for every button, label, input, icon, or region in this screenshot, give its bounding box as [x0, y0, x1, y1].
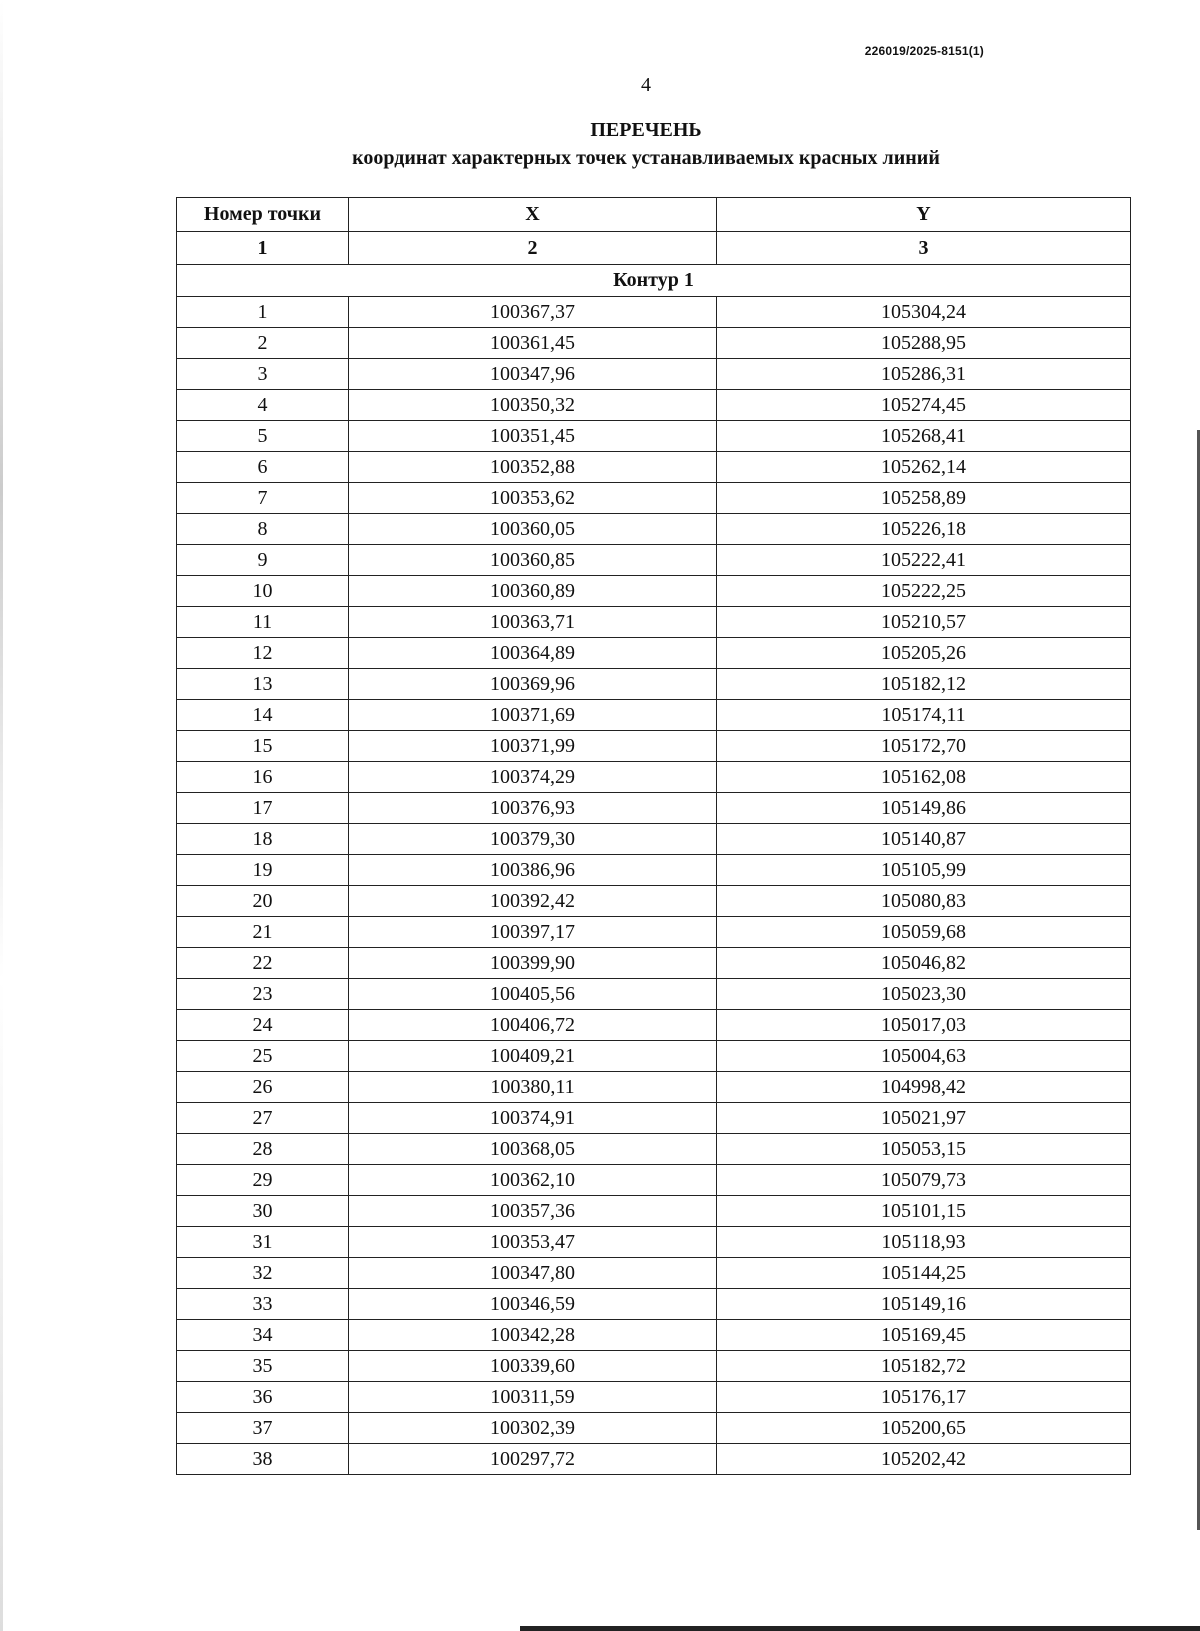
- table-row: [177, 886, 1131, 917]
- point-number-cell: 10: [177, 576, 349, 607]
- y-coordinate-cell: 105200,65: [717, 1413, 1131, 1444]
- x-coordinate-cell: 100386,96: [349, 855, 717, 886]
- y-coordinate-cell: 105105,99: [717, 855, 1131, 886]
- x-coordinate-cell: 100364,89: [349, 638, 717, 669]
- coordinates-table: [176, 197, 1131, 1475]
- x-coordinate-cell: 100363,71: [349, 607, 717, 638]
- x-coordinate-cell: 100369,96: [349, 669, 717, 700]
- contour-row: [177, 265, 1131, 297]
- point-number-cell: 9: [177, 545, 349, 576]
- table-row: [177, 1258, 1131, 1289]
- point-number-cell: 7: [177, 483, 349, 514]
- x-coordinate-cell: 100399,90: [349, 948, 717, 979]
- x-coordinate-cell: 100380,11: [349, 1072, 717, 1103]
- point-number-cell: 26: [177, 1072, 349, 1103]
- column-header-point: Номер точки: [177, 198, 349, 232]
- x-coordinate-cell: 100342,28: [349, 1320, 717, 1351]
- y-coordinate-cell: 105210,57: [717, 607, 1131, 638]
- point-number-cell: 29: [177, 1165, 349, 1196]
- contour-label: Контур 1: [177, 265, 1131, 297]
- point-number-cell: 25: [177, 1041, 349, 1072]
- point-number-cell: 22: [177, 948, 349, 979]
- y-coordinate-cell: 105059,68: [717, 917, 1131, 948]
- point-number-cell: 30: [177, 1196, 349, 1227]
- y-coordinate-cell: 105140,87: [717, 824, 1131, 855]
- point-number-cell: 5: [177, 421, 349, 452]
- y-coordinate-cell: 105144,25: [717, 1258, 1131, 1289]
- column-number: 2: [349, 232, 717, 265]
- x-coordinate-cell: 100409,21: [349, 1041, 717, 1072]
- x-coordinate-cell: 100353,62: [349, 483, 717, 514]
- y-coordinate-cell: 105017,03: [717, 1010, 1131, 1041]
- point-number-cell: 6: [177, 452, 349, 483]
- table-row: [177, 700, 1131, 731]
- document-subtitle: координат характерных точек устанавливаемых красных линий: [352, 147, 940, 169]
- x-coordinate-cell: 100397,17: [349, 917, 717, 948]
- x-coordinate-cell: 100374,91: [349, 1103, 717, 1134]
- table-row: [177, 421, 1131, 452]
- table-row: [177, 576, 1131, 607]
- y-coordinate-cell: 105222,41: [717, 545, 1131, 576]
- table-row: [177, 917, 1131, 948]
- table-row: [177, 979, 1131, 1010]
- y-coordinate-cell: 105053,15: [717, 1134, 1131, 1165]
- y-coordinate-cell: 105169,45: [717, 1320, 1131, 1351]
- x-coordinate-cell: 100347,96: [349, 359, 717, 390]
- document-number: 226019/2025-8151(1): [864, 44, 984, 58]
- y-coordinate-cell: 105258,89: [717, 483, 1131, 514]
- point-number-cell: 17: [177, 793, 349, 824]
- table-row: [177, 483, 1131, 514]
- x-coordinate-cell: 100406,72: [349, 1010, 717, 1041]
- point-number-cell: 31: [177, 1227, 349, 1258]
- table-row: [177, 607, 1131, 638]
- point-number-cell: 35: [177, 1351, 349, 1382]
- point-number-cell: 11: [177, 607, 349, 638]
- table-row: [177, 669, 1131, 700]
- x-coordinate-cell: 100339,60: [349, 1351, 717, 1382]
- point-number-cell: 32: [177, 1258, 349, 1289]
- y-coordinate-cell: 105182,72: [717, 1351, 1131, 1382]
- table-row: [177, 1072, 1131, 1103]
- y-coordinate-cell: 105268,41: [717, 421, 1131, 452]
- table-row: [177, 1289, 1131, 1320]
- document-title: ПЕРЕЧЕНЬ: [590, 119, 702, 141]
- x-coordinate-cell: 100367,37: [349, 297, 717, 328]
- x-coordinate-cell: 100350,32: [349, 390, 717, 421]
- y-coordinate-cell: 105262,14: [717, 452, 1131, 483]
- table-row: [177, 1227, 1131, 1258]
- table-row: [177, 1165, 1131, 1196]
- y-coordinate-cell: 105149,16: [717, 1289, 1131, 1320]
- table-row: [177, 855, 1131, 886]
- y-coordinate-cell: 105021,97: [717, 1103, 1131, 1134]
- point-number-cell: 14: [177, 700, 349, 731]
- table-row: [177, 390, 1131, 421]
- x-coordinate-cell: 100376,93: [349, 793, 717, 824]
- x-coordinate-cell: 100405,56: [349, 979, 717, 1010]
- point-number-cell: 28: [177, 1134, 349, 1165]
- x-coordinate-cell: 100357,36: [349, 1196, 717, 1227]
- table-row: [177, 793, 1131, 824]
- point-number-cell: 37: [177, 1413, 349, 1444]
- table-row: [177, 1382, 1131, 1413]
- point-number-cell: 19: [177, 855, 349, 886]
- point-number-cell: 4: [177, 390, 349, 421]
- x-coordinate-cell: 100392,42: [349, 886, 717, 917]
- table-header-row: [177, 198, 1131, 232]
- column-header-y: Y: [717, 198, 1131, 232]
- point-number-cell: 24: [177, 1010, 349, 1041]
- table-row: [177, 731, 1131, 762]
- column-number-row: [177, 232, 1131, 265]
- table-row: [177, 948, 1131, 979]
- table-row: [177, 1320, 1131, 1351]
- x-coordinate-cell: 100379,30: [349, 824, 717, 855]
- table-row: [177, 545, 1131, 576]
- table-row: [177, 1444, 1131, 1475]
- point-number-cell: 15: [177, 731, 349, 762]
- scan-edge-bottom: [520, 1626, 1200, 1631]
- point-number-cell: 21: [177, 917, 349, 948]
- point-number-cell: 16: [177, 762, 349, 793]
- table-row: [177, 1103, 1131, 1134]
- point-number-cell: 33: [177, 1289, 349, 1320]
- page-number: 4: [641, 74, 651, 96]
- y-coordinate-cell: 105101,15: [717, 1196, 1131, 1227]
- y-coordinate-cell: 105174,11: [717, 700, 1131, 731]
- x-coordinate-cell: 100361,45: [349, 328, 717, 359]
- y-coordinate-cell: 105046,82: [717, 948, 1131, 979]
- point-number-cell: 20: [177, 886, 349, 917]
- point-number-cell: 2: [177, 328, 349, 359]
- table-row: [177, 1134, 1131, 1165]
- point-number-cell: 23: [177, 979, 349, 1010]
- table-row: [177, 1413, 1131, 1444]
- y-coordinate-cell: 105080,83: [717, 886, 1131, 917]
- y-coordinate-cell: 105304,24: [717, 297, 1131, 328]
- y-coordinate-cell: 105023,30: [717, 979, 1131, 1010]
- x-coordinate-cell: 100362,10: [349, 1165, 717, 1196]
- y-coordinate-cell: 105288,95: [717, 328, 1131, 359]
- x-coordinate-cell: 100360,89: [349, 576, 717, 607]
- x-coordinate-cell: 100351,45: [349, 421, 717, 452]
- x-coordinate-cell: 100371,69: [349, 700, 717, 731]
- y-coordinate-cell: 104998,42: [717, 1072, 1131, 1103]
- y-coordinate-cell: 105202,42: [717, 1444, 1131, 1475]
- x-coordinate-cell: 100311,59: [349, 1382, 717, 1413]
- x-coordinate-cell: 100347,80: [349, 1258, 717, 1289]
- table-row: [177, 1196, 1131, 1227]
- y-coordinate-cell: 105079,73: [717, 1165, 1131, 1196]
- y-coordinate-cell: 105176,17: [717, 1382, 1131, 1413]
- x-coordinate-cell: 100346,59: [349, 1289, 717, 1320]
- point-number-cell: 12: [177, 638, 349, 669]
- point-number-cell: 8: [177, 514, 349, 545]
- y-coordinate-cell: 105172,70: [717, 731, 1131, 762]
- point-number-cell: 18: [177, 824, 349, 855]
- scan-edge-left: [0, 0, 3, 1631]
- table-row: [177, 297, 1131, 328]
- x-coordinate-cell: 100302,39: [349, 1413, 717, 1444]
- x-coordinate-cell: 100371,99: [349, 731, 717, 762]
- y-coordinate-cell: 105004,63: [717, 1041, 1131, 1072]
- column-number: 1: [177, 232, 349, 265]
- y-coordinate-cell: 105182,12: [717, 669, 1131, 700]
- point-number-cell: 13: [177, 669, 349, 700]
- x-coordinate-cell: 100368,05: [349, 1134, 717, 1165]
- y-coordinate-cell: 105274,45: [717, 390, 1131, 421]
- y-coordinate-cell: 105149,86: [717, 793, 1131, 824]
- table-row: [177, 514, 1131, 545]
- y-coordinate-cell: 105205,26: [717, 638, 1131, 669]
- point-number-cell: 3: [177, 359, 349, 390]
- x-coordinate-cell: 100374,29: [349, 762, 717, 793]
- table-row: [177, 824, 1131, 855]
- x-coordinate-cell: 100353,47: [349, 1227, 717, 1258]
- point-number-cell: 27: [177, 1103, 349, 1134]
- point-number-cell: 38: [177, 1444, 349, 1475]
- point-number-cell: 1: [177, 297, 349, 328]
- table-row: [177, 328, 1131, 359]
- table-row: [177, 1351, 1131, 1382]
- y-coordinate-cell: 105226,18: [717, 514, 1131, 545]
- x-coordinate-cell: 100297,72: [349, 1444, 717, 1475]
- table-row: [177, 1041, 1131, 1072]
- point-number-cell: 34: [177, 1320, 349, 1351]
- column-number: 3: [717, 232, 1131, 265]
- table-row: [177, 452, 1131, 483]
- table-row: [177, 638, 1131, 669]
- x-coordinate-cell: 100352,88: [349, 452, 717, 483]
- point-number-cell: 36: [177, 1382, 349, 1413]
- table-row: [177, 1010, 1131, 1041]
- table-row: [177, 762, 1131, 793]
- x-coordinate-cell: 100360,85: [349, 545, 717, 576]
- y-coordinate-cell: 105118,93: [717, 1227, 1131, 1258]
- x-coordinate-cell: 100360,05: [349, 514, 717, 545]
- y-coordinate-cell: 105222,25: [717, 576, 1131, 607]
- table-row: [177, 359, 1131, 390]
- column-header-x: X: [349, 198, 717, 232]
- y-coordinate-cell: 105286,31: [717, 359, 1131, 390]
- y-coordinate-cell: 105162,08: [717, 762, 1131, 793]
